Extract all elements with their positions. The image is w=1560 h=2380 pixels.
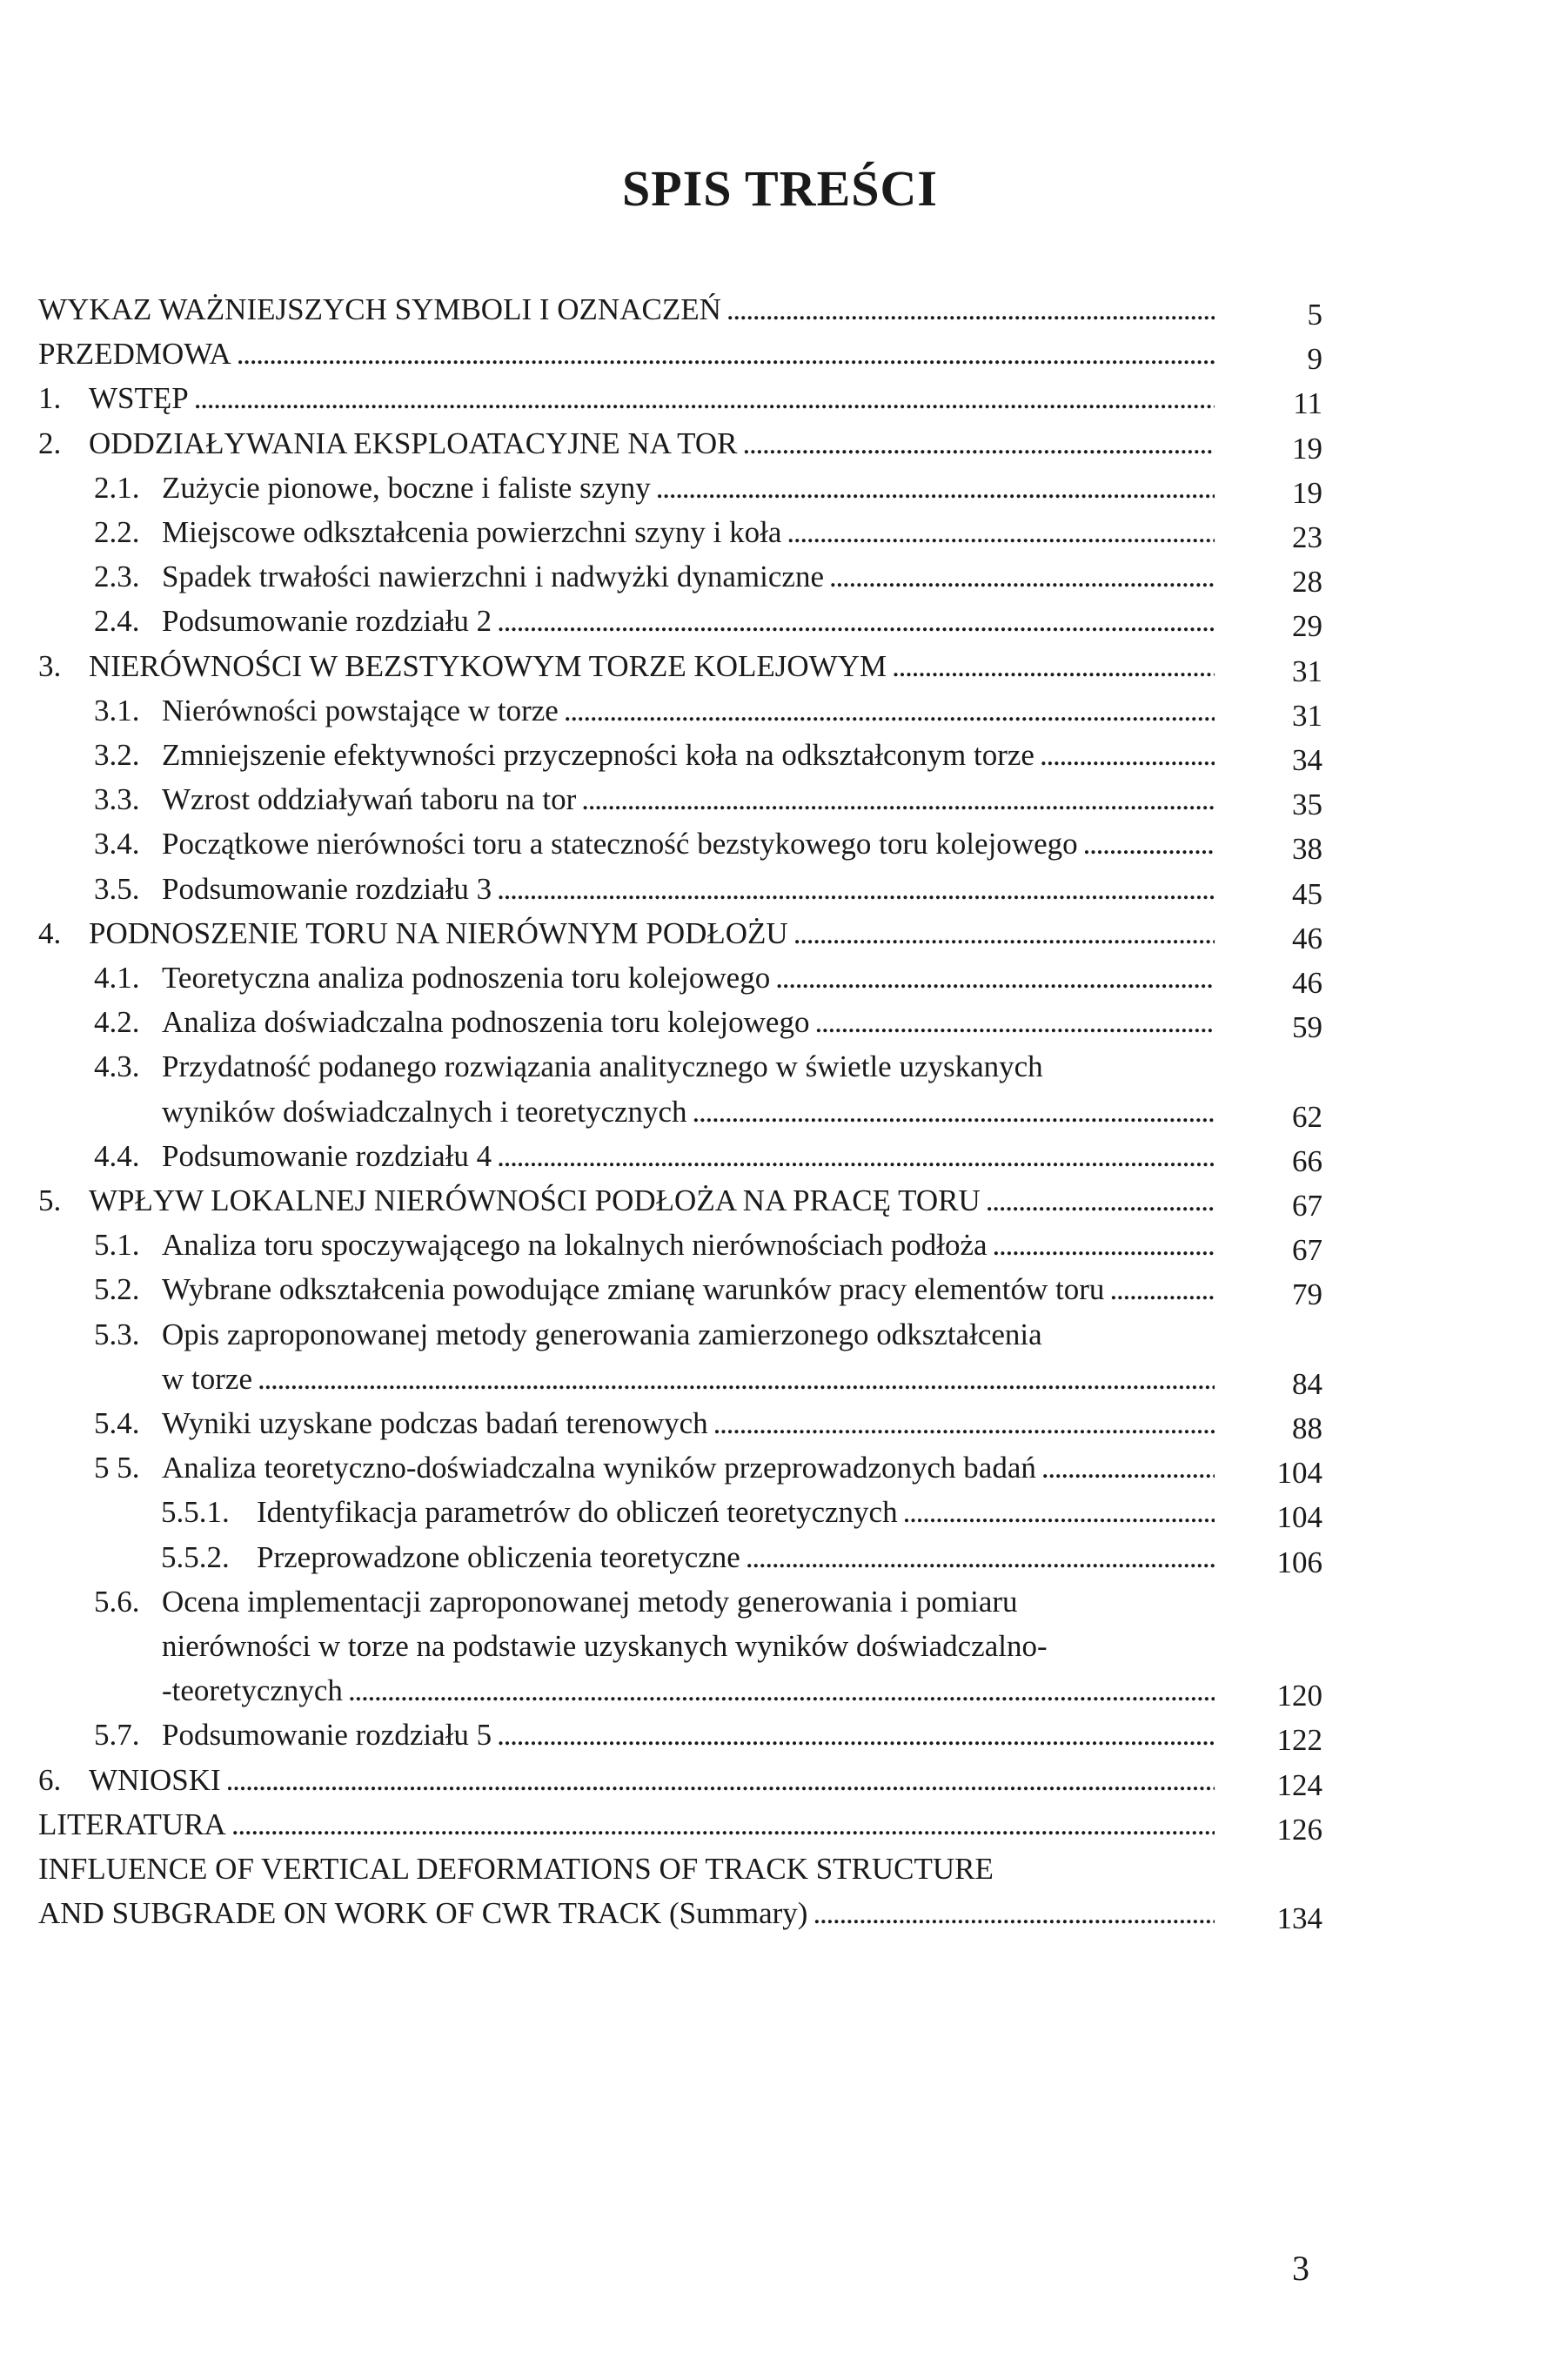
toc-entry-line bbox=[162, 1139, 1215, 1183]
toc-entry-line bbox=[257, 1540, 1215, 1585]
toc-entry-page: 11 bbox=[1293, 386, 1322, 420]
toc-entry-title: Zmniejszenie efektywności przyczepności koła na odkształconym torze bbox=[162, 738, 1034, 772]
dot-leader bbox=[194, 381, 1215, 416]
dot-leader bbox=[813, 1896, 1215, 1931]
toc-entry bbox=[0, 1673, 1560, 1718]
toc-entry-title: Początkowe nierówności toru a stateczność bezstykowego toru kolejowego bbox=[162, 827, 1078, 861]
toc-entry-page: 31 bbox=[1292, 699, 1322, 733]
table-of-contents bbox=[0, 292, 1560, 2050]
toc-entry-line bbox=[162, 1272, 1215, 1317]
toc-entry-page: 59 bbox=[1292, 1010, 1322, 1044]
toc-entry-title: Analiza teoretyczno-doświadczalna wyników przeprowadzonych badań bbox=[162, 1451, 1036, 1485]
toc-entry bbox=[0, 738, 1560, 782]
toc-entry-title: Podsumowanie rozdziału 4 bbox=[162, 1139, 492, 1173]
toc-entry bbox=[0, 1495, 1560, 1539]
dot-leader bbox=[226, 1763, 1215, 1798]
toc-entry-line bbox=[89, 1763, 1215, 1807]
toc-entry bbox=[0, 1896, 1560, 1941]
toc-entry-line bbox=[162, 872, 1215, 916]
toc-entry-page: 122 bbox=[1276, 1723, 1322, 1757]
toc-entry bbox=[0, 1763, 1560, 1807]
toc-entry-number: 5.7. bbox=[94, 1718, 140, 1752]
toc-entry-title: Podsumowanie rozdziału 3 bbox=[162, 872, 492, 906]
toc-entry-line bbox=[38, 1896, 1215, 1941]
toc-entry-number: 4.4. bbox=[94, 1139, 140, 1173]
toc-entry-title: Podsumowanie rozdziału 2 bbox=[162, 604, 492, 638]
toc-entry-page: 19 bbox=[1292, 432, 1322, 466]
toc-entry-title: Ocena implementacji zaproponowanej metody generowania i pomiaru bbox=[162, 1585, 1018, 1619]
dot-leader bbox=[726, 292, 1215, 327]
toc-entry-page: 67 bbox=[1292, 1233, 1322, 1267]
dot-leader bbox=[814, 1005, 1215, 1040]
toc-entry-line bbox=[162, 604, 1215, 648]
toc-entry-number: 2.2. bbox=[94, 515, 140, 549]
toc-entry-title: PODNOSZENIE TORU NA NIERÓWNYM PODŁOŻU bbox=[89, 916, 788, 950]
toc-entry bbox=[0, 1451, 1560, 1495]
toc-entry-page: 19 bbox=[1292, 476, 1322, 510]
toc-entry bbox=[0, 1139, 1560, 1183]
toc-entry-title: Wybrane odkształcenia powodujące zmianę warunków pracy elementów toru bbox=[162, 1272, 1105, 1306]
toc-entry-page: 35 bbox=[1292, 788, 1322, 821]
toc-entry-title: Przydatność podanego rozwiązania analitycznego w świetle uzyskanych bbox=[162, 1049, 1043, 1083]
toc-entry-number: 5.4. bbox=[94, 1406, 140, 1440]
toc-entry-page: 9 bbox=[1307, 342, 1322, 376]
toc-entry-title: Spadek trwałości nawierzchni i nadwyżki dynamiczne bbox=[162, 560, 824, 593]
toc-entry bbox=[0, 1049, 1560, 1094]
toc-entry bbox=[0, 649, 1560, 694]
dot-leader bbox=[1041, 1451, 1215, 1485]
toc-entry-page: 104 bbox=[1276, 1456, 1322, 1490]
toc-entry-number: 2.1. bbox=[94, 471, 140, 505]
toc-entry-number: 2.3. bbox=[94, 560, 140, 593]
toc-entry-line bbox=[162, 471, 1215, 515]
toc-entry-title: Przeprowadzone obliczenia teoretyczne bbox=[257, 1540, 740, 1574]
dot-leader bbox=[775, 961, 1215, 996]
toc-entry-number: 3.5. bbox=[94, 872, 140, 906]
toc-entry-number: 5 5. bbox=[94, 1451, 140, 1485]
toc-entry bbox=[0, 426, 1560, 471]
toc-entry-title: WNIOSKI bbox=[89, 1763, 221, 1797]
toc-entry-title: Nierówności powstające w torze bbox=[162, 694, 559, 727]
toc-entry bbox=[0, 1005, 1560, 1049]
toc-entry-page: 104 bbox=[1276, 1500, 1322, 1534]
toc-entry-line bbox=[162, 1451, 1215, 1495]
toc-entry-number: 3. bbox=[38, 649, 62, 683]
toc-entry-page: 66 bbox=[1292, 1144, 1322, 1178]
toc-entry-page: 106 bbox=[1276, 1545, 1322, 1579]
toc-entry-page: 34 bbox=[1292, 743, 1322, 777]
toc-entry-title: Analiza toru spoczywającego na lokalnych nierównościach podłoża bbox=[162, 1228, 988, 1262]
toc-entry-title: Miejscowe odkształcenia powierzchni szyny i koła bbox=[162, 515, 782, 549]
toc-entry-number: 3.1. bbox=[94, 694, 140, 727]
dot-leader bbox=[348, 1673, 1215, 1708]
toc-entry-title: wyników doświadczalnych i teoretycznych bbox=[162, 1095, 687, 1129]
toc-entry-number: 5.3. bbox=[94, 1317, 140, 1351]
toc-entry-line bbox=[162, 1317, 1215, 1362]
toc-entry bbox=[0, 1362, 1560, 1406]
toc-entry-line bbox=[89, 381, 1215, 426]
page-number: 3 bbox=[1292, 2249, 1309, 2288]
toc-entry bbox=[0, 1095, 1560, 1139]
toc-entry-line bbox=[162, 1673, 1215, 1718]
toc-entry-line bbox=[162, 1718, 1215, 1762]
toc-entry-title: Opis zaproponowanej metody generowania zamierzonego odkształcenia bbox=[162, 1317, 1042, 1351]
toc-entry-number: 3.4. bbox=[94, 827, 140, 861]
dot-leader bbox=[581, 782, 1215, 817]
dot-leader bbox=[713, 1406, 1215, 1441]
toc-entry bbox=[0, 827, 1560, 871]
toc-entry bbox=[0, 872, 1560, 916]
toc-entry bbox=[0, 515, 1560, 560]
toc-entry bbox=[0, 381, 1560, 426]
dot-leader bbox=[787, 515, 1215, 550]
dot-leader bbox=[258, 1362, 1215, 1397]
toc-entry-line bbox=[162, 827, 1215, 871]
toc-entry-line bbox=[162, 560, 1215, 604]
dot-leader bbox=[497, 872, 1215, 907]
toc-entry bbox=[0, 604, 1560, 648]
toc-entry-line bbox=[162, 1585, 1215, 1629]
toc-entry-line bbox=[38, 1852, 1215, 1896]
toc-entry-page: 23 bbox=[1292, 520, 1322, 554]
toc-entry-page: 67 bbox=[1292, 1189, 1322, 1223]
toc-entry-line bbox=[38, 1807, 1215, 1852]
toc-entry-number: 4.1. bbox=[94, 961, 140, 995]
toc-entry-title: PRZEDMOWA bbox=[38, 337, 231, 371]
toc-entry-page: 88 bbox=[1292, 1411, 1322, 1445]
toc-entry-number: 2. bbox=[38, 426, 62, 460]
toc-entry-number: 3.3. bbox=[94, 782, 140, 816]
dot-leader bbox=[1109, 1272, 1215, 1307]
toc-entry-number: 5.1. bbox=[94, 1228, 140, 1262]
dot-leader bbox=[1040, 738, 1215, 773]
toc-entry-page: 28 bbox=[1292, 565, 1322, 599]
toc-entry-page: 45 bbox=[1292, 877, 1322, 911]
dot-leader bbox=[497, 1718, 1215, 1753]
toc-entry bbox=[0, 292, 1560, 337]
toc-entry bbox=[0, 1629, 1560, 1673]
toc-entry-title: Wzrost oddziaływań taboru na tor bbox=[162, 782, 577, 816]
dot-leader bbox=[903, 1495, 1215, 1530]
toc-entry bbox=[0, 1228, 1560, 1272]
toc-entry-line bbox=[162, 515, 1215, 560]
toc-entry-page: 124 bbox=[1276, 1768, 1322, 1802]
toc-entry-title: Identyfikacja parametrów do obliczeń teoretycznych bbox=[257, 1495, 898, 1529]
toc-entry bbox=[0, 961, 1560, 1005]
toc-entry-number: 4.3. bbox=[94, 1049, 140, 1083]
toc-entry-line bbox=[162, 694, 1215, 738]
toc-entry-number: 6. bbox=[38, 1763, 62, 1797]
dot-leader bbox=[793, 916, 1215, 951]
toc-entry-title: Wyniki uzyskane podczas badań terenowych bbox=[162, 1406, 708, 1440]
dot-leader bbox=[564, 694, 1215, 728]
toc-entry bbox=[0, 1718, 1560, 1762]
toc-entry-page: 84 bbox=[1292, 1367, 1322, 1401]
toc-entry-number: 3.2. bbox=[94, 738, 140, 772]
toc-entry-line bbox=[89, 1183, 1215, 1228]
dot-leader bbox=[829, 560, 1215, 594]
toc-entry bbox=[0, 1540, 1560, 1585]
dot-leader bbox=[693, 1095, 1215, 1130]
toc-entry-line bbox=[89, 916, 1215, 961]
toc-entry-number: 2.4. bbox=[94, 604, 140, 638]
toc-entry-page: 31 bbox=[1292, 654, 1322, 688]
toc-entry bbox=[0, 1183, 1560, 1228]
toc-entry-title: WYKAZ WAŻNIEJSZYCH SYMBOLI I OZNACZEŃ bbox=[38, 292, 721, 326]
toc-entry-title: WSTĘP bbox=[89, 381, 189, 415]
toc-entry-number: 4.2. bbox=[94, 1005, 140, 1039]
toc-entry-number: 5. bbox=[38, 1183, 62, 1217]
toc-entry-line bbox=[162, 782, 1215, 827]
toc-entry-page: 5 bbox=[1307, 298, 1322, 332]
toc-entry-title: WPŁYW LOKALNEJ NIERÓWNOŚCI PODŁOŻA NA PRACĘ TORU bbox=[89, 1183, 981, 1217]
dot-leader bbox=[1083, 827, 1215, 861]
toc-entry bbox=[0, 1585, 1560, 1629]
toc-entry-page: 46 bbox=[1292, 966, 1322, 1000]
toc-entry bbox=[0, 560, 1560, 604]
toc-entry-line bbox=[162, 1228, 1215, 1272]
dot-leader bbox=[743, 426, 1215, 461]
toc-entry-line bbox=[162, 1362, 1215, 1406]
toc-entry-line bbox=[162, 961, 1215, 1005]
toc-entry-line bbox=[162, 1095, 1215, 1139]
toc-entry-page: 46 bbox=[1292, 922, 1322, 955]
toc-entry-line bbox=[162, 738, 1215, 782]
toc-entry-number: 5.6. bbox=[94, 1585, 140, 1619]
toc-entry-title: w torze bbox=[162, 1362, 252, 1396]
toc-entry bbox=[0, 337, 1560, 381]
dot-leader bbox=[656, 471, 1215, 506]
toc-entry bbox=[0, 471, 1560, 515]
toc-entry-number: 1. bbox=[38, 381, 62, 415]
toc-entry-title: AND SUBGRADE ON WORK OF CWR TRACK (Summary) bbox=[38, 1896, 808, 1930]
toc-entry bbox=[0, 1852, 1560, 1896]
dot-leader bbox=[497, 604, 1215, 639]
toc-entry-line bbox=[162, 1629, 1215, 1673]
toc-entry-line bbox=[162, 1406, 1215, 1451]
toc-entry bbox=[0, 1272, 1560, 1317]
toc-entry-title: nierówności w torze na podstawie uzyskanych wyników doświadczalno- bbox=[162, 1629, 1048, 1663]
toc-entry-line bbox=[38, 292, 1215, 337]
dot-leader bbox=[746, 1540, 1215, 1575]
toc-entry-number: 5.5.1. bbox=[161, 1495, 230, 1529]
toc-entry-line bbox=[257, 1495, 1215, 1539]
toc-entry-title: Podsumowanie rozdziału 5 bbox=[162, 1718, 492, 1752]
toc-entry-line bbox=[162, 1049, 1215, 1094]
toc-entry bbox=[0, 694, 1560, 738]
toc-entry-number: 5.5.2. bbox=[161, 1540, 230, 1574]
dot-leader bbox=[892, 649, 1215, 684]
toc-entry-title: ODDZIAŁYWANIA EKSPLOATACYJNE NA TOR bbox=[89, 426, 738, 460]
toc-entry-title: -teoretycznych bbox=[162, 1673, 343, 1707]
toc-entry-line bbox=[89, 426, 1215, 471]
toc-entry-number: 5.2. bbox=[94, 1272, 140, 1306]
dot-leader bbox=[231, 1807, 1215, 1842]
dot-leader bbox=[993, 1228, 1215, 1263]
page-title: SPIS TREŚCI bbox=[622, 160, 938, 217]
dot-leader bbox=[497, 1139, 1215, 1174]
toc-entry-title: Zużycie pionowe, boczne i faliste szyny bbox=[162, 471, 651, 505]
toc-entry bbox=[0, 782, 1560, 827]
toc-entry bbox=[0, 1317, 1560, 1362]
toc-entry-line bbox=[89, 649, 1215, 694]
toc-entry-title: Analiza doświadczalna podnoszenia toru kolejowego bbox=[162, 1005, 810, 1039]
toc-entry-title: LITERATURA bbox=[38, 1807, 226, 1841]
toc-entry-page: 120 bbox=[1276, 1679, 1322, 1713]
toc-entry-page: 38 bbox=[1292, 832, 1322, 866]
toc-entry-title: INFLUENCE OF VERTICAL DEFORMATIONS OF TRACK STRUCTURE bbox=[38, 1852, 994, 1886]
dot-leader bbox=[986, 1183, 1215, 1218]
toc-entry-line bbox=[162, 1005, 1215, 1049]
toc-entry-line bbox=[38, 337, 1215, 381]
toc-entry-number: 4. bbox=[38, 916, 62, 950]
toc-entry-page: 126 bbox=[1276, 1813, 1322, 1847]
toc-entry bbox=[0, 1406, 1560, 1451]
toc-entry-title: NIERÓWNOŚCI W BEZSTYKOWYM TORZE KOLEJOWYM bbox=[89, 649, 887, 683]
toc-entry-title: Teoretyczna analiza podnoszenia toru kolejowego bbox=[162, 961, 771, 995]
toc-entry bbox=[0, 916, 1560, 961]
toc-entry bbox=[0, 1807, 1560, 1852]
dot-leader bbox=[237, 337, 1215, 372]
toc-entry-page: 29 bbox=[1292, 609, 1322, 643]
toc-entry-page: 79 bbox=[1292, 1277, 1322, 1311]
toc-entry-page: 134 bbox=[1276, 1901, 1322, 1935]
toc-entry-page: 62 bbox=[1292, 1100, 1322, 1134]
